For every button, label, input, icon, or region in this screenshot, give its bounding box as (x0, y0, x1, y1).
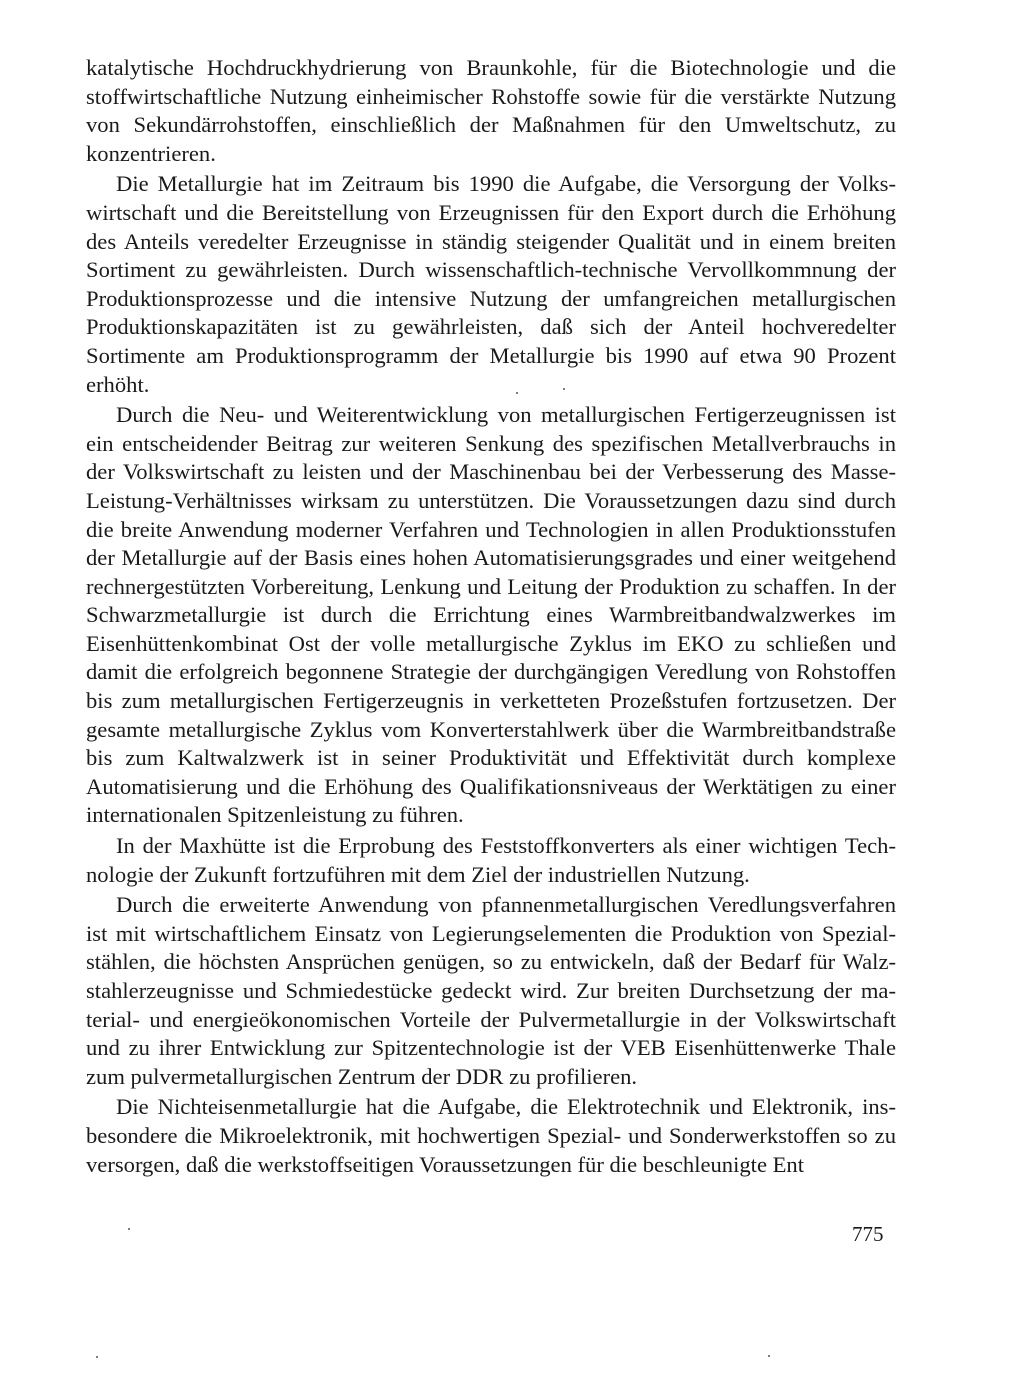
paragraph-fertigerzeugnisse: Durch die Neu- und Weiterentwicklung von metallurgischen Fertigerzeugnissen ist ein entscheidender Beitrag zur weiteren Senkung des spezifischen Metallverbrauchs in der Volkswirtschaft zu leisten und der Maschinenbau bei der Verbesserung des Masse-Leistung-Verhältnisses wirksam zu unterstützen. Die Voraussetzungen dazu sind durch die breite Anwendung moderner Verfahren und Technologien in allen Produktionsstufen der Metallurgie auf der Basis eines hohen Automatisierungsgrades und einer weitgehend rechnergestützten Vorbereitung, Lenkung und Leitung der Produktion zu schaffen. In der Schwarzmetallurgie ist durch die Errichtung eines Warmbreitbandwalzwerkes im Eisenhüttenkombinat Ost der volle metallurgische Zyklus im EKO zu schließen und damit die erfolgreich begonnene Strategie der durchgängigen Veredlung von Rohstoffen bis zum metallurgischen Fertigerzeugnis in verketteten Prozeßstufen fortzusetzen. Der gesamte metallurgische Zyklus vom Konverterstahlwerk über die Warmbreitbandstraße bis zum Kaltwalzwerk ist in seiner Produktivität und Effektivität durch komplexe Automatisierung und die Erhöhung des Qualifikationsniveaus der Werktätigen zu einer internationalen Spitzenleistung zu führen. (86, 402, 896, 828)
scan-speck (128, 1228, 130, 1230)
paragraph-maxhuette: In der Maxhütte ist die Erprobung des Feststoffkonverters als einer wichtigen Technologie der Zukunft fortzuführen mit dem Ziel der industriellen Nutzung. (86, 833, 896, 887)
page-body (86, 54, 896, 1179)
paragraph-continuation: katalytische Hochdruckhydrierung von Braunkohle, für die Biotechnologie und die stoffwirtschaftliche Nutzung einheimischer Rohstoffe sowie für die verstärkte Nutzung von Sekundärrohstoffen, einschließlich der Maßnahmen für den Umweltschutz, zu konzentrieren. (86, 55, 896, 166)
scan-speck (563, 388, 565, 390)
paragraph-nichteisenmetallurgie: Die Nichteisenmetallurgie hat die Aufgabe, die Elektrotechnik und Elektronik, insbesondere die Mikroelektronik, mit hochwertigen Spezial- und Sonderwerkstoffen so zu versorgen, daß die werkstoffseitigen Voraussetzungen für die beschleunigte Ent (86, 1094, 896, 1177)
scan-speck (516, 392, 518, 394)
paragraph-metallurgie: Die Metallurgie hat im Zeitraum bis 1990 die Aufgabe, die Versorgung der Volkswirtschaft und die Bereitstellung von Erzeugnissen für den Export durch die Erhöhung des Anteils veredelter Erzeugnisse in ständig steigender Qualität und in einem breiten Sortiment zu gewährleisten. Durch wissenschaftlich-technische Vervollkommnung der Produktionsprozesse und die intensive Nutzung der umfangreichen metallurgischen Produktionskapazitäten ist zu gewährleisten, daß sich der Anteil hochveredelter Sortimente am Produktionsprogramm der Metallurgie bis 1990 auf etwa 90 Prozent erhöht. (86, 171, 896, 397)
page-number: 775 (852, 1222, 884, 1246)
scan-speck (96, 1356, 98, 1358)
paragraph-pfannenmetallurgie: Durch die erweiterte Anwendung von pfannenmetallurgischen Veredlungsverfahren ist mit wirtschaftlichem Einsatz von Legierungselementen die Produktion von Spezialstählen, die höchsten Ansprüchen genügen, so zu entwickeln, daß der Bedarf für Walzstahlerzeugnisse und Schmiedestücke gedeckt wird. Zur breiten Durchsetzung der material- und energieökonomischen Vorteile der Pulvermetallurgie in der Volkswirtschaft und zu ihrer Entwicklung zur Spitzentechnologie ist der VEB Eisenhüttenwerke Thale zum pulvermetallurgischen Zentrum der DDR zu profilieren. (86, 892, 896, 1089)
scan-speck (768, 1355, 770, 1357)
